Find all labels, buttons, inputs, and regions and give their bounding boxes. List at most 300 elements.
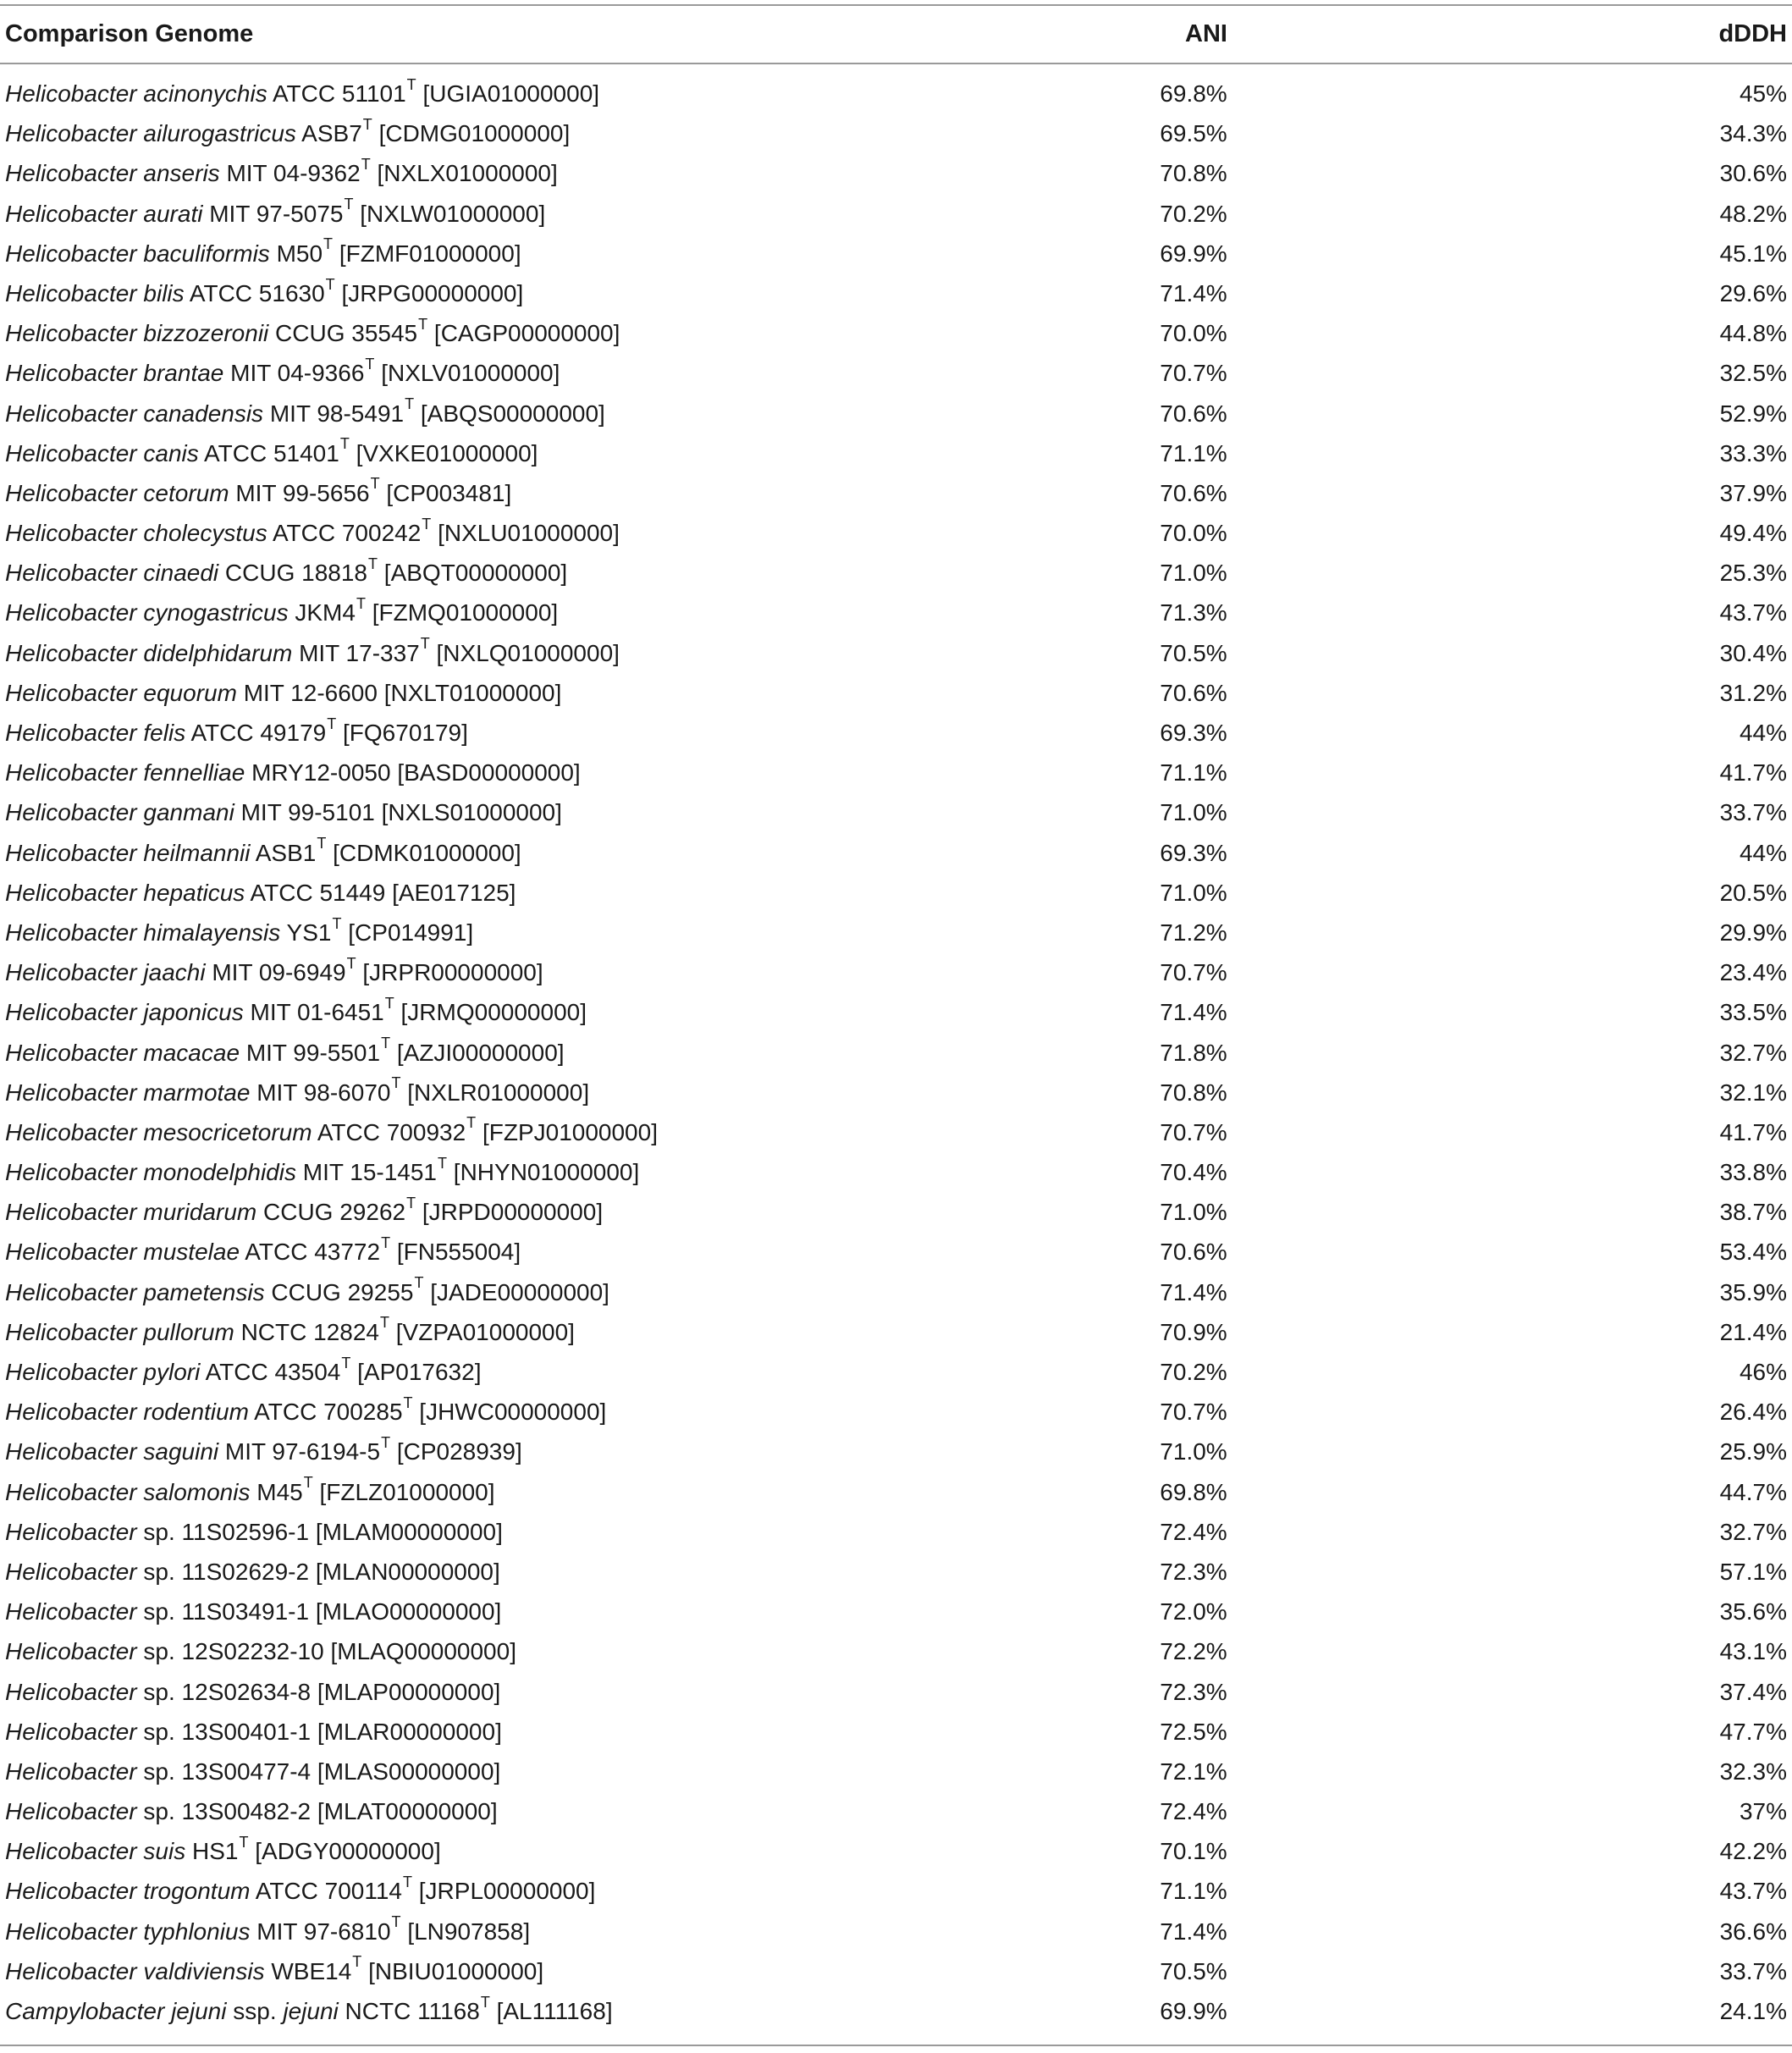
species-name: Helicobacter trogontum xyxy=(5,1878,251,1905)
cell-ani: 69.9% xyxy=(1160,1998,1227,2024)
strain-name: sp. 13S00482-2 xyxy=(143,1798,312,1825)
cell-ddh: 38.7% xyxy=(1719,1199,1787,1226)
cell-ddh: 43.7% xyxy=(1719,599,1787,626)
strain-name: ATCC 700932 xyxy=(317,1118,466,1145)
table-row xyxy=(0,1951,1792,1991)
type-strain-marker: T xyxy=(323,235,334,253)
accession-number: [FZPJ01000000] xyxy=(482,1118,658,1145)
strain-name: ATCC 51449 xyxy=(250,879,386,906)
cell-comparison-genome xyxy=(5,1552,500,1592)
accession-number: [MLAO00000000] xyxy=(315,1598,502,1625)
accession-number: [NXLT01000000] xyxy=(383,679,562,706)
cell-ani: 69.3% xyxy=(1160,839,1227,866)
table-row xyxy=(0,1791,1792,1831)
accession-number: [NXLR01000000] xyxy=(407,1079,590,1106)
accession-number: [FZMF01000000] xyxy=(339,240,521,267)
cell-ddh: 33.3% xyxy=(1719,439,1787,466)
strain-name: sp. 12S02232-10 xyxy=(143,1638,324,1665)
strain-name: MIT 09-6949 xyxy=(212,959,346,986)
cell-comparison-genome xyxy=(5,433,538,473)
accession-number: [JHWC00000000] xyxy=(419,1399,607,1426)
cell-ddh: 37% xyxy=(1739,1798,1787,1825)
type-strain-marker: T xyxy=(480,1993,490,2011)
cell-comparison-genome xyxy=(5,1831,441,1871)
table-row xyxy=(0,553,1792,593)
cell-ani: 72.4% xyxy=(1160,1798,1227,1825)
table-row xyxy=(0,1831,1792,1871)
accession-number: [AZJI00000000] xyxy=(396,1039,565,1066)
type-strain-marker: T xyxy=(422,515,432,533)
species-name: Helicobacter salomonis xyxy=(5,1478,251,1505)
accession-number: [MLAT00000000] xyxy=(317,1798,498,1825)
cell-ani: 71.0% xyxy=(1160,799,1227,826)
type-strain-marker: T xyxy=(361,155,371,173)
table-row xyxy=(0,1631,1792,1671)
species-name: Helicobacter ailurogastricus xyxy=(5,120,296,147)
accession-number: [ABQT00000000] xyxy=(383,560,568,587)
accession-number: [FN555004] xyxy=(396,1239,521,1266)
cell-ddh: 32.7% xyxy=(1719,1518,1787,1545)
table-row xyxy=(0,1871,1792,1911)
species-name: Helicobacter cetorum xyxy=(5,479,229,506)
strain-name: MIT 99-5501 xyxy=(245,1039,381,1066)
type-strain-marker: T xyxy=(365,355,375,373)
table-body xyxy=(0,74,1792,2031)
accession-number: [NXLV01000000] xyxy=(381,360,560,387)
species-name: Helicobacter mesocricetorum xyxy=(5,1118,312,1145)
type-strain-marker: T xyxy=(381,1234,391,1252)
type-strain-marker: T xyxy=(317,835,327,853)
cell-ani: 71.0% xyxy=(1160,1438,1227,1465)
strain-name: MIT 98-5491 xyxy=(269,400,405,427)
type-strain-marker: T xyxy=(418,315,428,333)
header-ani: ANI xyxy=(1185,20,1227,47)
cell-ddh: 37.9% xyxy=(1719,479,1787,506)
species-name: Helicobacter japonicus xyxy=(5,999,244,1026)
cell-comparison-genome xyxy=(5,1472,495,1512)
cell-ani: 71.0% xyxy=(1160,1199,1227,1226)
cell-comparison-genome xyxy=(5,673,561,713)
type-strain-marker: T xyxy=(420,635,430,653)
type-strain-marker: T xyxy=(406,1194,416,1211)
species-name: Helicobacter xyxy=(5,1638,137,1665)
species-name: Helicobacter xyxy=(5,1678,137,1705)
cell-comparison-genome xyxy=(5,952,543,992)
strain-name: CCUG 29255 xyxy=(271,1278,414,1305)
species-name: Helicobacter felis xyxy=(5,720,186,746)
cell-ddh: 31.2% xyxy=(1719,679,1787,706)
strain-name: ATCC 700114 xyxy=(255,1878,402,1905)
accession-number: [MLAM00000000] xyxy=(315,1518,503,1545)
strain-name: MIT 15-1451 xyxy=(302,1159,438,1186)
table-row xyxy=(0,394,1792,433)
accession-number: [AE017125] xyxy=(392,879,516,906)
cell-ani: 71.0% xyxy=(1160,879,1227,906)
cell-comparison-genome xyxy=(5,1073,589,1112)
cell-ani: 71.8% xyxy=(1160,1039,1227,1066)
header-ddh: dDDH xyxy=(1718,20,1787,47)
accession-number: [FZMQ01000000] xyxy=(372,599,559,626)
species-name: Helicobacter typhlonius xyxy=(5,1918,251,1945)
cell-ddh: 34.3% xyxy=(1719,120,1787,147)
species-name: Helicobacter marmotae xyxy=(5,1079,251,1106)
strain-name: M45 xyxy=(256,1478,303,1505)
table-row xyxy=(0,1392,1792,1432)
cell-ddh: 44% xyxy=(1739,720,1787,746)
table-header-row xyxy=(0,6,1792,63)
type-strain-marker: T xyxy=(239,1833,249,1851)
cell-ddh: 44% xyxy=(1739,839,1787,866)
cell-ani: 71.1% xyxy=(1160,439,1227,466)
table-row xyxy=(0,513,1792,553)
cell-ani: 72.0% xyxy=(1160,1598,1227,1625)
accession-number: [LN907858] xyxy=(407,1918,531,1945)
table-row xyxy=(0,913,1792,952)
species-name: Helicobacter himalayensis xyxy=(5,919,281,946)
species-name: Helicobacter aurati xyxy=(5,200,203,227)
cell-ani: 69.3% xyxy=(1160,720,1227,746)
accession-number: [AL111168] xyxy=(496,1998,613,2024)
cell-ddh: 24.1% xyxy=(1719,1998,1787,2024)
accession-number: [JRPR00000000] xyxy=(362,959,543,986)
accession-number: [MLAS00000000] xyxy=(317,1758,501,1785)
cell-comparison-genome xyxy=(5,1232,521,1272)
table-row xyxy=(0,1712,1792,1752)
strain-name: sp. 11S02596-1 xyxy=(143,1518,310,1545)
type-strain-marker: T xyxy=(332,914,342,932)
accession-number: [MLAR00000000] xyxy=(317,1718,502,1745)
cell-comparison-genome xyxy=(5,1791,498,1831)
accession-number: [JRPL00000000] xyxy=(418,1878,596,1905)
species-name: Helicobacter xyxy=(5,1718,137,1745)
table-row xyxy=(0,74,1792,113)
species-name: Helicobacter xyxy=(5,1758,137,1785)
strain-name: CCUG 18818 xyxy=(224,560,368,587)
strain-name: sp. 12S02634-8 xyxy=(143,1678,312,1705)
table-row xyxy=(0,1192,1792,1232)
cell-comparison-genome xyxy=(5,1912,530,1951)
cell-ddh: 26.4% xyxy=(1719,1399,1787,1426)
accession-number: [VZPA01000000] xyxy=(395,1318,575,1345)
cell-ddh: 29.9% xyxy=(1719,919,1787,946)
cell-comparison-genome xyxy=(5,1752,500,1791)
strain-name: NCTC 12824 xyxy=(240,1318,379,1345)
cell-comparison-genome xyxy=(5,1951,543,1991)
cell-comparison-genome xyxy=(5,1991,613,2031)
accession-number: [ADGY00000000] xyxy=(255,1838,441,1865)
species-name: Helicobacter cholecystus xyxy=(5,520,267,547)
cell-ani: 71.1% xyxy=(1160,1878,1227,1905)
cell-comparison-genome xyxy=(5,1152,639,1192)
cell-ddh: 45% xyxy=(1739,80,1787,107)
accession-number: [MLAN00000000] xyxy=(315,1558,500,1585)
table-row xyxy=(0,833,1792,873)
cell-comparison-genome xyxy=(5,1352,481,1392)
cell-ani: 70.2% xyxy=(1160,1359,1227,1385)
species-name: Helicobacter suis xyxy=(5,1838,186,1865)
table-row xyxy=(0,1033,1792,1073)
table-row xyxy=(0,873,1792,913)
cell-ani: 71.4% xyxy=(1160,999,1227,1026)
accession-number: [NXLU01000000] xyxy=(438,520,620,547)
type-strain-marker: T xyxy=(466,1114,477,1132)
cell-ddh: 37.4% xyxy=(1719,1678,1787,1705)
cell-ani: 72.3% xyxy=(1160,1558,1227,1585)
type-strain-marker: T xyxy=(403,1874,412,1891)
cell-comparison-genome xyxy=(5,473,511,513)
species-name: Helicobacter rodentium xyxy=(5,1399,249,1426)
cell-comparison-genome xyxy=(5,153,558,193)
cell-comparison-genome xyxy=(5,113,570,153)
accession-number: [CP003481] xyxy=(386,479,512,506)
table-row xyxy=(0,194,1792,234)
strain-name: MIT 04-9366 xyxy=(230,360,365,387)
table-row xyxy=(0,1312,1792,1352)
type-strain-marker: T xyxy=(368,555,378,572)
cell-ani: 71.4% xyxy=(1160,279,1227,306)
type-strain-marker: T xyxy=(405,395,415,413)
accession-number: [BASD00000000] xyxy=(397,759,581,786)
cell-ddh: 41.7% xyxy=(1719,759,1787,786)
cell-ddh: 32.5% xyxy=(1719,360,1787,387)
table-row xyxy=(0,673,1792,713)
cell-comparison-genome xyxy=(5,273,523,313)
cell-comparison-genome xyxy=(5,1272,609,1312)
accession-number: [VXKE01000000] xyxy=(356,439,538,466)
cell-comparison-genome xyxy=(5,1432,522,1471)
cell-ani: 69.5% xyxy=(1160,120,1227,147)
type-strain-marker: T xyxy=(356,595,366,613)
species-name: Helicobacter bilis xyxy=(5,279,185,306)
cell-ani: 72.3% xyxy=(1160,1678,1227,1705)
cell-comparison-genome xyxy=(5,593,558,632)
cell-ddh: 44.7% xyxy=(1719,1478,1787,1505)
cell-comparison-genome xyxy=(5,1672,500,1712)
table-row xyxy=(0,353,1792,393)
cell-ani: 70.7% xyxy=(1160,959,1227,986)
cell-comparison-genome xyxy=(5,1033,565,1073)
cell-ani: 70.7% xyxy=(1160,1399,1227,1426)
cell-ddh: 35.6% xyxy=(1719,1598,1787,1625)
accession-number: [CP014991] xyxy=(348,919,474,946)
strain-name: ATCC 43772 xyxy=(245,1239,381,1266)
table-row xyxy=(0,1912,1792,1951)
accession-number: [JRPD00000000] xyxy=(422,1199,604,1226)
cell-ani: 70.8% xyxy=(1160,160,1227,187)
table-row xyxy=(0,153,1792,193)
accession-number: [CAGP00000000] xyxy=(433,320,620,347)
type-strain-marker: T xyxy=(381,1035,391,1052)
cell-comparison-genome xyxy=(5,992,587,1032)
table-row xyxy=(0,633,1792,673)
accession-number: [NXLQ01000000] xyxy=(436,639,620,666)
header-comparison-genome: Comparison Genome xyxy=(5,20,254,47)
species-name: Helicobacter monodelphidis xyxy=(5,1159,296,1186)
cell-comparison-genome xyxy=(5,633,620,673)
strain-name: ATCC 51630 xyxy=(189,279,325,306)
species-name: Helicobacter cinaedi xyxy=(5,560,219,587)
table-row xyxy=(0,1073,1792,1112)
table-row xyxy=(0,1991,1792,2031)
table-row xyxy=(0,952,1792,992)
strain-name: WBE14 xyxy=(271,1957,352,1984)
cell-comparison-genome xyxy=(5,194,545,234)
cell-ani: 70.5% xyxy=(1160,1957,1227,1984)
table-row xyxy=(0,1432,1792,1471)
accession-number: [CDMK01000000] xyxy=(333,839,521,866)
table-row xyxy=(0,1272,1792,1312)
table-row xyxy=(0,313,1792,353)
strain-name: ATCC 700285 xyxy=(254,1399,403,1426)
species-name: Helicobacter hepaticus xyxy=(5,879,245,906)
table-row xyxy=(0,473,1792,513)
cell-ddh: 29.6% xyxy=(1719,279,1787,306)
type-strain-marker: T xyxy=(403,1394,413,1411)
cell-ani: 71.0% xyxy=(1160,560,1227,587)
cell-ani: 70.0% xyxy=(1160,520,1227,547)
cell-ani: 69.8% xyxy=(1160,1478,1227,1505)
table-row xyxy=(0,234,1792,273)
accession-number: [MLAQ00000000] xyxy=(330,1638,516,1665)
cell-ddh: 43.7% xyxy=(1719,1878,1787,1905)
cell-comparison-genome xyxy=(5,1871,595,1911)
cell-ani: 72.2% xyxy=(1160,1638,1227,1665)
species-name: Helicobacter bizzozeronii xyxy=(5,320,269,347)
species-name: Helicobacter didelphidarum xyxy=(5,639,293,666)
table-row xyxy=(0,713,1792,753)
cell-comparison-genome xyxy=(5,1392,606,1432)
type-strain-marker: T xyxy=(379,1314,389,1332)
cell-ani: 71.2% xyxy=(1160,919,1227,946)
cell-ddh: 33.5% xyxy=(1719,999,1787,1026)
accession-number: [JADE00000000] xyxy=(430,1278,609,1305)
cell-comparison-genome xyxy=(5,1592,501,1631)
type-strain-marker: T xyxy=(303,1474,313,1492)
species-name: Helicobacter saguini xyxy=(5,1438,219,1465)
cell-comparison-genome xyxy=(5,1631,516,1671)
type-strain-marker: T xyxy=(341,1354,351,1371)
accession-number: [NXLS01000000] xyxy=(381,799,562,826)
cell-ani: 72.4% xyxy=(1160,1518,1227,1545)
accession-number: [NXLX01000000] xyxy=(377,160,558,187)
type-strain-marker: T xyxy=(346,954,356,972)
table-row xyxy=(0,1152,1792,1192)
cell-ddh: 35.9% xyxy=(1719,1278,1787,1305)
cell-ddh: 21.4% xyxy=(1719,1318,1787,1345)
strain-name: MIT 99-5101 xyxy=(240,799,375,826)
strain-name: MIT 17-337 xyxy=(299,639,420,666)
cell-ddh: 33.7% xyxy=(1719,1957,1787,1984)
strain-name: ATCC 49179 xyxy=(190,720,327,746)
type-strain-marker: T xyxy=(352,1953,362,1971)
cell-ani: 70.6% xyxy=(1160,679,1227,706)
cell-ani: 71.4% xyxy=(1160,1918,1227,1945)
accession-number: [FQ670179] xyxy=(343,720,468,746)
cell-ddh: 32.3% xyxy=(1719,1758,1787,1785)
cell-ddh: 41.7% xyxy=(1719,1118,1787,1145)
type-strain-marker: T xyxy=(381,1433,391,1451)
type-strain-marker: T xyxy=(325,275,335,293)
type-strain-marker: T xyxy=(362,115,372,133)
cell-ddh: 25.9% xyxy=(1719,1438,1787,1465)
cell-ani: 70.7% xyxy=(1160,360,1227,387)
accession-number: [UGIA01000000] xyxy=(422,80,600,107)
species-name: Helicobacter xyxy=(5,1598,137,1625)
table-row xyxy=(0,273,1792,313)
cell-ani: 70.5% xyxy=(1160,639,1227,666)
strain-name: HS1 xyxy=(191,1838,239,1865)
cell-comparison-genome xyxy=(5,513,620,553)
cell-ani: 71.3% xyxy=(1160,599,1227,626)
cell-ani: 69.8% xyxy=(1160,80,1227,107)
cell-comparison-genome xyxy=(5,873,516,913)
strain-name: MIT 98-6070 xyxy=(256,1079,391,1106)
cell-ddh: 43.1% xyxy=(1719,1638,1787,1665)
cell-ani: 70.7% xyxy=(1160,1118,1227,1145)
type-strain-marker: T xyxy=(344,196,354,213)
table-header-rule xyxy=(0,63,1792,64)
species-name: Helicobacter canadensis xyxy=(5,400,264,427)
species-name: Helicobacter baculiformis xyxy=(5,240,270,267)
table-row xyxy=(0,1352,1792,1392)
strain-name: sp. 13S00401-1 xyxy=(143,1718,312,1745)
table-row xyxy=(0,1672,1792,1712)
cell-ddh: 53.4% xyxy=(1719,1239,1787,1266)
species-name: Helicobacter ganmani xyxy=(5,799,234,826)
accession-number: [JRMQ00000000] xyxy=(400,999,587,1026)
accession-number: [AP017632] xyxy=(357,1359,482,1385)
cell-comparison-genome xyxy=(5,1192,603,1232)
strain-name: MIT 04-9362 xyxy=(226,160,361,187)
strain-name: sp. 11S02629-2 xyxy=(143,1558,310,1585)
accession-number: [NHYN01000000] xyxy=(453,1159,640,1186)
cell-ani: 71.4% xyxy=(1160,1278,1227,1305)
cell-comparison-genome xyxy=(5,74,599,113)
subspecies-name: jejuni xyxy=(283,1998,339,2024)
table-bottom-rule xyxy=(0,2045,1792,2046)
cell-ddh: 36.6% xyxy=(1719,1918,1787,1945)
accession-number: [MLAP00000000] xyxy=(317,1678,501,1705)
table-row xyxy=(0,113,1792,153)
table-row xyxy=(0,753,1792,792)
table-row xyxy=(0,1752,1792,1791)
type-strain-marker: T xyxy=(414,1274,424,1292)
strain-name: sp. 11S03491-1 xyxy=(143,1598,310,1625)
strain-name: MRY12-0050 xyxy=(251,759,391,786)
cell-ddh: 42.2% xyxy=(1719,1838,1787,1865)
strain-name: ATCC 700242 xyxy=(272,520,422,547)
species-name: Helicobacter cynogastricus xyxy=(5,599,289,626)
table-row xyxy=(0,1472,1792,1512)
strain-name: ATCC 51401 xyxy=(204,439,339,466)
species-name: Helicobacter xyxy=(5,1558,137,1585)
cell-ddh: 46% xyxy=(1739,1359,1787,1385)
species-name: Helicobacter xyxy=(5,1798,137,1825)
cell-ani: 70.6% xyxy=(1160,400,1227,427)
type-strain-marker: T xyxy=(384,994,394,1012)
accession-number: [ABQS00000000] xyxy=(420,400,605,427)
strain-name: sp. 13S00477-4 xyxy=(143,1758,312,1785)
strain-name: MIT 97-6194-5 xyxy=(224,1438,381,1465)
cell-comparison-genome xyxy=(5,553,567,593)
cell-ddh: 57.1% xyxy=(1719,1558,1787,1585)
species-name: Helicobacter equorum xyxy=(5,679,237,706)
cell-ani: 70.2% xyxy=(1160,200,1227,227)
strain-name: ATCC 43504 xyxy=(205,1359,341,1385)
type-strain-marker: T xyxy=(327,715,337,732)
cell-comparison-genome xyxy=(5,1312,575,1352)
cell-ani: 72.1% xyxy=(1160,1758,1227,1785)
